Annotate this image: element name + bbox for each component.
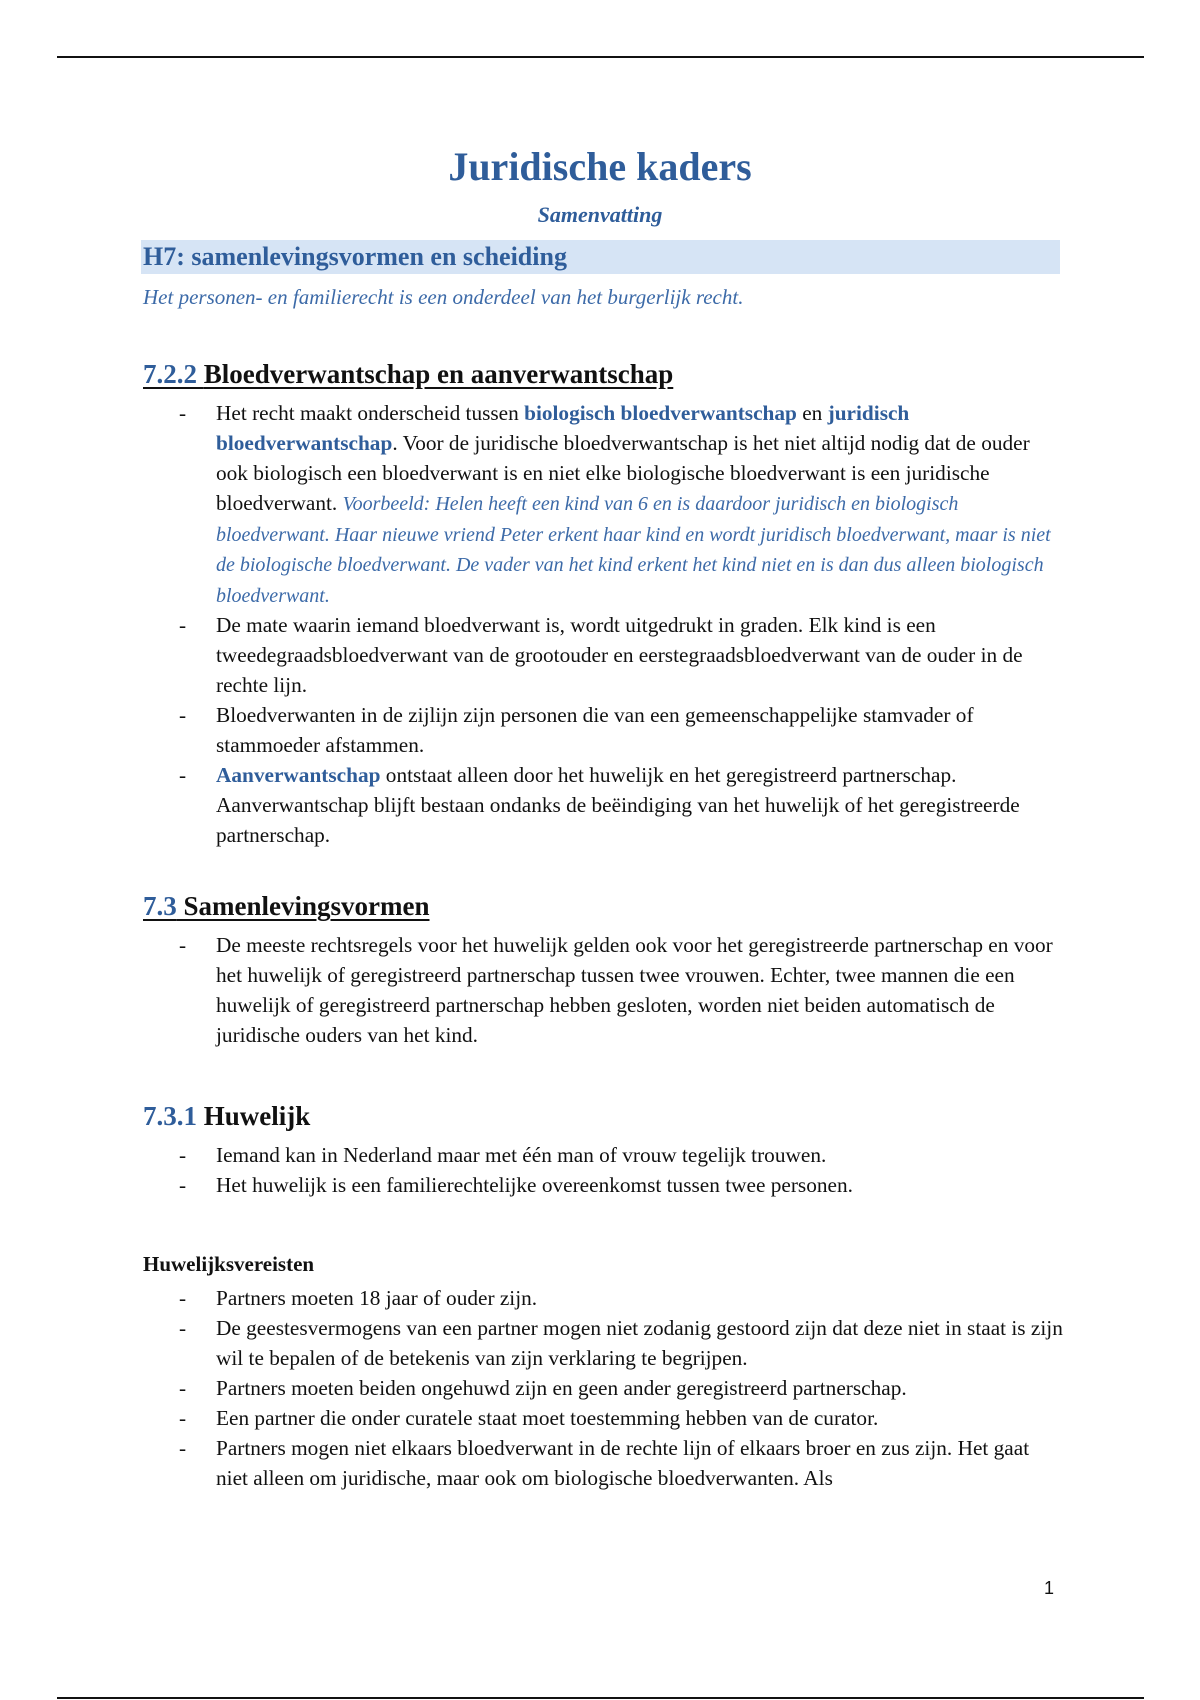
list-item: - Bloedverwanten in de zijlijn zijn personen die van een gemeenschappelijke stamvader of stammoeder afstammen. [143, 700, 1063, 760]
term-juridisch: juridisch bloedverwantschap [216, 401, 910, 455]
chapter-intro: Het personen- en familierecht is een onderdeel van het burgerlijk recht. [143, 285, 744, 309]
header-rule [57, 56, 1144, 58]
text-run: ontstaat alleen door het huwelijk en het geregistreerd partnerschap. Aanverwantschap blijft bestaan ondanks de beëindiging van het huwelijk of het geregistreerde partnerschap. [216, 763, 1020, 847]
section-title: Bloedverwantschap en aanverwantschap [203, 359, 674, 389]
list-item: - Partners mogen niet elkaars bloedverwant in de rechte lijn of elkaars broer en zus zijn. Het gaat niet alleen om juridische, maar ook om biologische bloedverwanten. Als [143, 1433, 1063, 1493]
section-heading [143, 1100, 1063, 1132]
section-heading [143, 358, 1063, 390]
example-text: Voorbeeld: Helen heeft een kind van 6 en is daardoor juridisch en biologisch bloedverwant. Haar nieuwe vriend Peter erkent haar kind en wordt juridisch bloedverwant, maar is niet de biologische bloedverwant. De vader van het kind erkent het kind niet en is dan dus alleen biologisch bloedverwant. [216, 493, 1051, 607]
list-item: - Een partner die onder curatele staat moet toestemming hebben van de curator. [143, 1403, 1063, 1433]
section-title: Samenlevingsvormen [183, 891, 430, 921]
section-title: Huwelijk [203, 1101, 311, 1131]
section-number: 7.3.1 [143, 1101, 197, 1131]
list-item: - Partners moeten beiden ongehuwd zijn en geen ander geregistreerd partnerschap. [143, 1373, 1063, 1403]
list-item [143, 398, 1063, 610]
section-7-3-1 [143, 1100, 1063, 1200]
list-item: - Iemand kan in Nederland maar met één man of vrouw tegelijk trouwen. [143, 1140, 1063, 1170]
list-item: - De geestesvermogens van een partner mogen niet zodanig gestoord zijn dat deze niet in staat is zijn wil te bepalen of de betekenis van zijn verklaring te begrijpen. [143, 1313, 1063, 1373]
bullet-list [143, 930, 1063, 1050]
bullet-list [143, 1140, 1063, 1200]
list-item: - De mate waarin iemand bloedverwant is, wordt uitgedrukt in graden. Elk kind is een tweedegraadsbloedverwant van de grootouder en eerstegraadsbloedverwant van de ouder in de rechte lijn. [143, 610, 1063, 700]
list-item: - Het huwelijk is een familierechtelijke overeenkomst tussen twee personen. [143, 1170, 1063, 1200]
text-run: . Voor de juridische bloedverwantschap is het niet altijd nodig dat de ouder ook biologisch een bloedverwant is en niet elke biologische bloedverwant is een juridische bloedverwant. [216, 431, 1030, 515]
subsection-title: Huwelijksvereisten [143, 1252, 315, 1276]
section-huwelijksvereisten [143, 1252, 1063, 1493]
page-number: 1 [1044, 1578, 1055, 1598]
term-aanverwantschap: Aanverwantschap [216, 763, 381, 787]
bullet-list [143, 398, 1063, 850]
section-number: 7.3 [143, 891, 177, 921]
term-biologisch: biologisch bloedverwantschap [524, 401, 797, 425]
text-run: en [796, 401, 828, 425]
chapter-title: H7: samenlevingsvormen en scheiding [143, 242, 567, 271]
section-7-2-2 [143, 358, 1063, 850]
document-subtitle: Samenvatting [537, 202, 663, 227]
list-item [143, 760, 1063, 850]
document-title: Juridische kaders [448, 144, 752, 189]
footer-rule [57, 1697, 1144, 1699]
bullet-list [143, 1283, 1063, 1493]
section-heading [143, 890, 1063, 922]
section-number: 7.2.2 [143, 359, 197, 389]
list-item: - De meeste rechtsregels voor het huwelijk gelden ook voor het geregistreerde partnerschap en voor het huwelijk of geregistreerd partnerschap tussen twee vrouwen. Echter, twee mannen die een huwelijk of geregistreerd partnerschap hebben gesloten, worden niet beiden automatisch de juridische ouders van het kind. [143, 930, 1063, 1050]
list-item: - Partners moeten 18 jaar of ouder zijn. [143, 1283, 1063, 1313]
text-run: Het recht maakt onderscheid tussen [216, 401, 525, 425]
section-7-3 [143, 890, 1063, 1050]
